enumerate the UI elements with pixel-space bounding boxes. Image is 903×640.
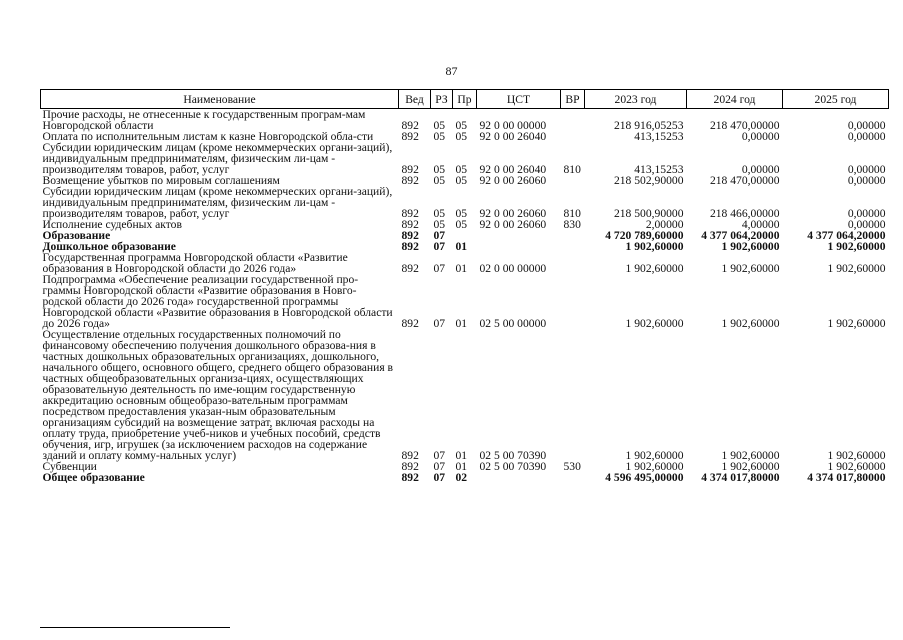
header-2023: 2023 год [585,90,687,109]
row-2025: 0,00000 [847,218,886,231]
row-pr: 01 [455,262,468,275]
row-rz: 07 [433,460,446,473]
budget-table [40,89,889,483]
header-2024: 2024 год [687,90,783,109]
row-2023: 218 500,90000 [613,207,684,220]
row-vr: 530 [563,460,581,473]
row-2023: 1 902,60000 [625,262,684,275]
row-2025: 4 377 064,20000 [807,229,886,242]
row-2023: 413,15253 [634,130,684,143]
header-ved: Вед [399,90,431,109]
row-2023: 413,15253 [634,163,684,176]
row-2025: 1 902,60000 [827,317,886,330]
row-rz: 05 [433,119,446,132]
row-2024: 1 902,60000 [721,262,780,275]
row-cst [477,230,561,241]
row-ved: 892 [401,163,419,176]
row-vr [561,131,585,142]
row-2023: 1 902,60000 [625,240,684,253]
row-vr [561,329,585,461]
row-vr [561,252,585,274]
row-2023: 218 502,90000 [613,174,684,187]
row-2024: 1 902,60000 [721,460,780,473]
row-name: Государственная программа Новгородской области «Развитие образования в Новгородской области до 2026 года» [42,251,348,275]
row-name: Субвенции [42,460,97,473]
row-pr: 01 [455,460,468,473]
header-rz: РЗ [431,90,453,109]
row-pr: 01 [455,449,468,462]
row-2025: 1 902,60000 [827,460,886,473]
row-2025: 4 374 017,80000 [807,471,886,484]
row-name: Возмещение убытков по мировым соглашениям [42,174,280,187]
row-ved: 892 [401,460,419,473]
row-name: Оплата по исполнительным листам к казне Новгородской обла-сти [42,130,374,143]
table-row [41,252,889,274]
row-2025: 1 902,60000 [827,240,886,253]
row-rz: 07 [433,471,446,484]
row-vr [561,109,585,132]
row-vr: 810 [563,207,581,220]
row-pr: 05 [455,119,468,132]
row-rz: 07 [433,229,446,242]
row-cst: 02 5 00 70390 [479,449,547,462]
table-header-row [41,90,889,109]
row-cst: 92 0 00 26060 [479,207,547,220]
row-cst: 92 0 00 26040 [479,163,547,176]
row-name: Дошкольное образование [42,240,176,253]
row-vr [561,241,585,252]
table-row [41,186,889,219]
row-rz: 07 [433,317,446,330]
row-pr: 05 [455,174,468,187]
row-name: Общее образование [42,471,145,484]
row-rz: 07 [433,240,446,253]
page-number: 87 [445,64,458,78]
row-2024: 1 902,60000 [721,317,780,330]
row-vr [561,230,585,241]
row-2024: 1 902,60000 [721,240,780,253]
header-pr: Пр [453,90,477,109]
row-2024: 218 470,00000 [709,119,780,132]
row-ved: 892 [401,119,419,132]
row-2023: 2,00000 [645,218,684,231]
row-pr: 05 [455,163,468,176]
row-2023: 1 902,60000 [625,449,684,462]
row-name: Образование [42,229,111,242]
row-ved: 892 [401,317,419,330]
row-rz: 07 [433,449,446,462]
row-ved: 892 [401,229,419,242]
row-cst [477,241,561,252]
row-2025: 1 902,60000 [827,449,886,462]
row-2024: 0,00000 [741,130,780,143]
row-ved: 892 [401,449,419,462]
table-row [41,472,889,483]
row-cst: 92 0 00 26060 [479,174,547,187]
row-vr [561,472,585,483]
row-2024: 0,00000 [741,163,780,176]
row-2025: 0,00000 [847,207,886,220]
row-name: Субсидии юридическим лицам (кроме некоммерческих органи-заций), индивидуальным предпринимателям, физическим ли-цам - производителям товаров, работ, услуг [42,141,393,176]
row-ved: 892 [401,130,419,143]
row-pr: 01 [455,317,468,330]
footer-rule [40,627,230,628]
row-rz: 05 [433,218,446,231]
row-pr: 02 [455,471,468,484]
row-2023: 1 902,60000 [625,317,684,330]
row-2025: 0,00000 [847,119,886,132]
table-body [41,109,889,484]
row-vr: 810 [563,163,581,176]
row-name: Прочие расходы, не отнесенные к государственным програм-мам Новгородской области [42,108,366,132]
row-rz: 05 [433,207,446,220]
row-2025: 0,00000 [847,130,886,143]
row-2025: 1 902,60000 [827,262,886,275]
row-pr: 01 [455,240,468,253]
row-cst: 92 0 00 26060 [479,218,547,231]
row-pr: 05 [455,130,468,143]
row-cst: 02 5 00 70390 [479,460,547,473]
row-cst: 02 0 00 00000 [479,262,547,275]
row-ved: 892 [401,262,419,275]
row-name: Подпрограмма «Обеспечение реализации государственной про-граммы Новгородской области «Развитие образования в Новго-родской области до 2026 года» государственной программы Новгородской области «Развитие образования в Новгородской области до 2026 года» [42,273,393,330]
row-cst: 92 0 00 26040 [479,130,547,143]
row-cst: 92 0 00 00000 [479,119,547,132]
row-rz: 05 [433,174,446,187]
row-2023: 4 596 495,00000 [605,471,684,484]
row-2023: 1 902,60000 [625,460,684,473]
row-2024: 218 466,00000 [709,207,780,220]
row-2023: 4 720 789,60000 [605,229,684,242]
row-ved: 892 [401,207,419,220]
row-name: Осуществление отдельных государственных полномочий по финансовому обеспечению получения дошкольного образова-ния в частных дошкольных образовательных организациях, дошкольного, начального общего, основного общего, среднего общего образования в частных общеобразовательных организа-циях, осуществляющих образовательную деятельность по име-ющим государственную аккредитацию основным общеобразо-вательным программам посредством предоставления указан-ным образовательным организациям субсидий на возмещение затрат, включая расходы на оплату труда, приобретение учеб-ников и учебных пособий, средств обучения, игр, игрушек (за исключением расходов на содержание зданий и оплату комму-нальных услуг) [42,328,394,462]
header-2025: 2025 год [783,90,889,109]
row-rz: 07 [433,262,446,275]
row-rz: 05 [433,130,446,143]
row-2024: 4 374 017,80000 [701,471,780,484]
table-row [41,109,889,132]
row-2024: 218 470,00000 [709,174,780,187]
row-vr: 830 [563,218,581,231]
row-cst [477,472,561,483]
row-2024: 4 377 064,20000 [701,229,780,242]
row-ved: 892 [401,174,419,187]
row-2024: 4,00000 [741,218,780,231]
header-vr: ВР [561,90,585,109]
row-ved: 892 [401,240,419,253]
row-pr: 05 [455,207,468,220]
header-cst: ЦСТ [477,90,561,109]
row-2025: 0,00000 [847,163,886,176]
row-ved: 892 [401,471,419,484]
row-2023: 218 916,05253 [613,119,684,132]
row-ved: 892 [401,218,419,231]
row-name: Субсидии юридическим лицам (кроме некоммерческих органи-заций), индивидуальным предпринимателям, физическим ли-цам - производителям товаров, работ, услуг [42,185,393,220]
row-rz: 05 [433,163,446,176]
row-2024: 1 902,60000 [721,449,780,462]
table-row [41,329,889,461]
row-name: Исполнение судебных актов [42,218,182,231]
header-name: Наименование [41,90,399,109]
row-vr [561,175,585,186]
row-cst: 02 5 00 00000 [479,317,547,330]
table-row [41,274,889,329]
row-2025: 0,00000 [847,174,886,187]
table-row [41,142,889,175]
row-vr [561,274,585,329]
row-pr: 05 [455,218,468,231]
